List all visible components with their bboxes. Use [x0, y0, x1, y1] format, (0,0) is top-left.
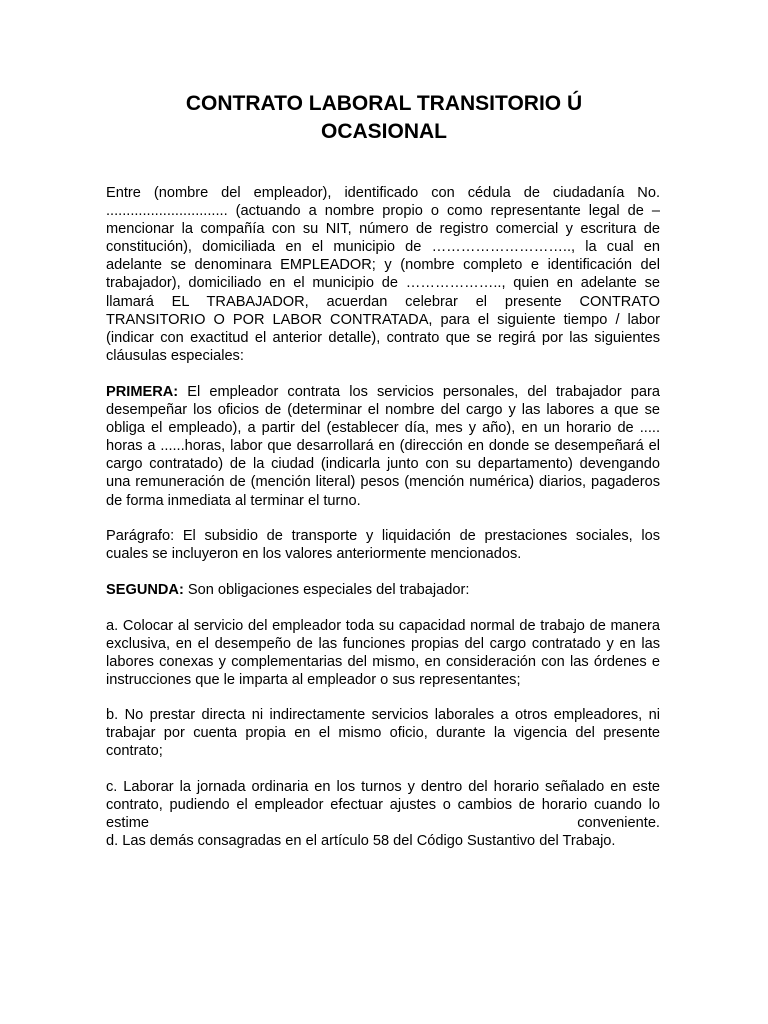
clause-segunda-text: Son obligaciones especiales del trabajador: — [183, 582, 470, 598]
clause-primera — [106, 383, 660, 510]
obligation-item-d: d. Las demás consagradas en el artículo 58 del Código Sustantivo del Trabajo. — [106, 833, 616, 849]
title-line-1: CONTRATO LABORAL TRANSITORIO Ú — [185, 92, 583, 115]
intro-paragraph: Entre (nombre del empleador), identificado con cédula de ciudadanía No. .............................. (actuando a nombre propio o como representante legal de – mencionar la compañía con su NIT, número de registro comercial y escritura de constitución), domiciliada en el municipio de ……………………….., la cual en adelante se denominara EMPLEADOR; y (nombre completo e identificación del trabajador), domiciliado en el municipio de ……………….., quien en adelante se llamará EL TRABAJADOR, acuerdan celebrar el presente CONTRATO TRANSITORIO O POR LABOR CONTRATADA, para el siguiente tiempo / labor (indicar con exactitud el anterior detalle), contrato que se regirá por las siguientes cláusulas especiales: — [106, 185, 660, 364]
obligation-item-b: b. No prestar directa ni indirectamente servicios laborales a otros empleadores, ni trabajar por cuenta propia en el mismo oficio, durante la vigencia del presente contrato; — [106, 707, 660, 760]
title-line-2: OCASIONAL — [321, 120, 447, 143]
clause-segunda-heading: SEGUNDA: — [106, 582, 184, 598]
obligation-item-a: a. Colocar al servicio del empleador toda su capacidad normal de trabajo de manera exclusiva, en el desempeño de las funciones propias del cargo contratado y en las labores conexas y complementarias del mismo, en consideración con las órdenes e instrucciones que le imparta al empleador o sus representantes; — [106, 618, 660, 689]
clause-primera-heading: PRIMERA: — [106, 384, 179, 400]
clause-primera-text: El empleador contrata los servicios personales, del trabajador para desempeñar los oficios de (determinar el nombre del cargo y las labores a que se obliga el empleado), a partir del (establecer día, mes y año), en un horario de ..... horas a ......horas, labor que desarrollará en (dirección en donde se desempeñará el cargo contratado) de la ciudad (indicarla junto con su departamento) devengando una remuneración de (mención literal) pesos (mención numérica) diarios, pagaderos de forma inmediata al terminar el turno. — [106, 384, 660, 509]
clause-segunda — [106, 581, 660, 599]
obligation-item-c: c. Laborar la jornada ordinaria en los turnos y dentro del horario señalado en este contrato, pudiendo el empleador efectuar ajustes o cambios de horario cuando lo estime conveniente. — [106, 779, 660, 832]
paragrafo-paragraph: Parágrafo: El subsidio de transporte y liquidación de prestaciones sociales, los cuales se incluyeron en los valores anteriormente mencionados. — [106, 528, 660, 563]
document-title — [100, 90, 668, 146]
